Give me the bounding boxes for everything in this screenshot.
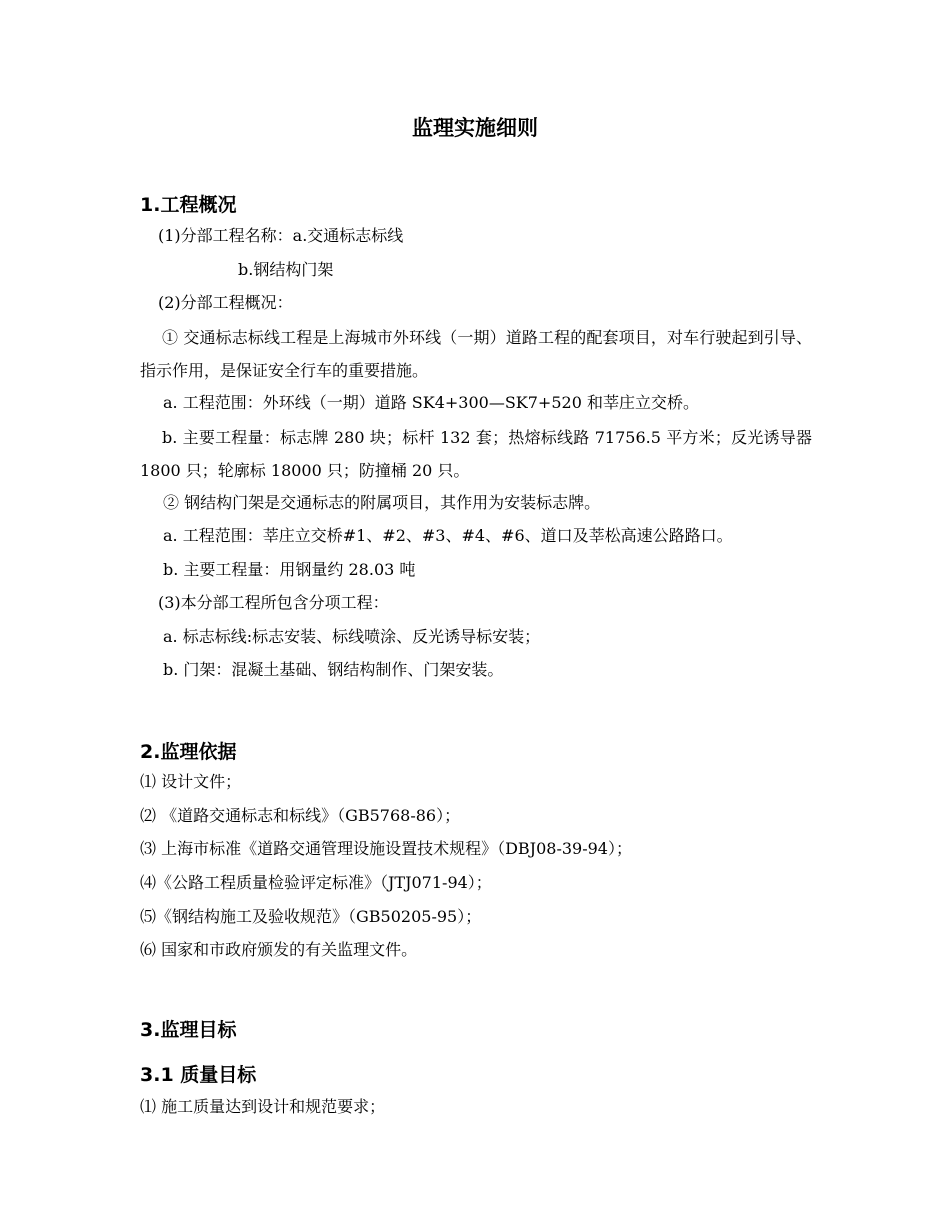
paragraph: a. 工程范围：莘庄立交桥#1、#2、#3、#4、#6、道口及莘松高速公路路口。 <box>163 526 733 545</box>
paragraph: b. 主要工程量：标志牌 280 块；标杆 132 套；热熔标线路 71756.5 平方米；反光诱导器 1800 只；轮廓标 18000 只；防撞桶 20 只。 <box>140 428 812 480</box>
list-item: ⑴ 设计文件； <box>140 772 242 791</box>
paragraph: ② 钢结构门架是交通标志的附属项目，其作用为安装标志牌。 <box>163 493 601 512</box>
subsection-heading: 3.1 质量目标 <box>140 1064 257 1086</box>
paragraph: b. 主要工程量：用钢量约 28.03 吨 <box>163 560 416 579</box>
list-item: ⑹ 国家和市政府颁发的有关监理文件。 <box>140 940 418 959</box>
paragraph: (1)分部工程名称：a.交通标志标线 <box>158 226 404 245</box>
paragraph: (2)分部工程概况： <box>158 293 293 312</box>
paragraph: b. 门架：混凝土基础、钢结构制作、门架安装。 <box>163 660 504 679</box>
list-item: ⑴ 施工质量达到设计和规范要求； <box>140 1097 386 1116</box>
list-item: ⑷《公路工程质量检验评定标准》（JTJ071-94）； <box>140 873 492 892</box>
paragraph: a. 标志标线:标志安装、标线喷涂、反光诱导标安装； <box>163 627 541 646</box>
paragraph: ① 交通标志标线工程是上海城市外环线（一期）道路工程的配套项目，对车行驶起到引导、指示作用，是保证安全行车的重要措施。 <box>140 328 812 380</box>
list-item: ⑶ 上海市标准《道路交通管理设施设置技术规程》（DBJ08-39-94）； <box>140 839 632 858</box>
section-heading-3: 3.监理目标 <box>140 1019 237 1041</box>
list-item: ⑵ 《道路交通标志和标线》（GB5768-86）； <box>140 806 461 825</box>
paragraph: b.钢结构门架 <box>238 260 334 279</box>
section-heading-2: 2.监理依据 <box>140 741 237 763</box>
page-title: 监理实施细则 <box>412 116 538 140</box>
paragraph: (3)本分部工程所包含分项工程： <box>158 593 389 612</box>
paragraph: a. 工程范围：外环线（一期）道路 SK4+300—SK7+520 和莘庄立交桥。 <box>163 393 699 412</box>
list-item: ⑸《钢结构施工及验收规范》（GB50205-95）； <box>140 907 482 926</box>
section-heading-1: 1.工程概况 <box>140 194 237 216</box>
